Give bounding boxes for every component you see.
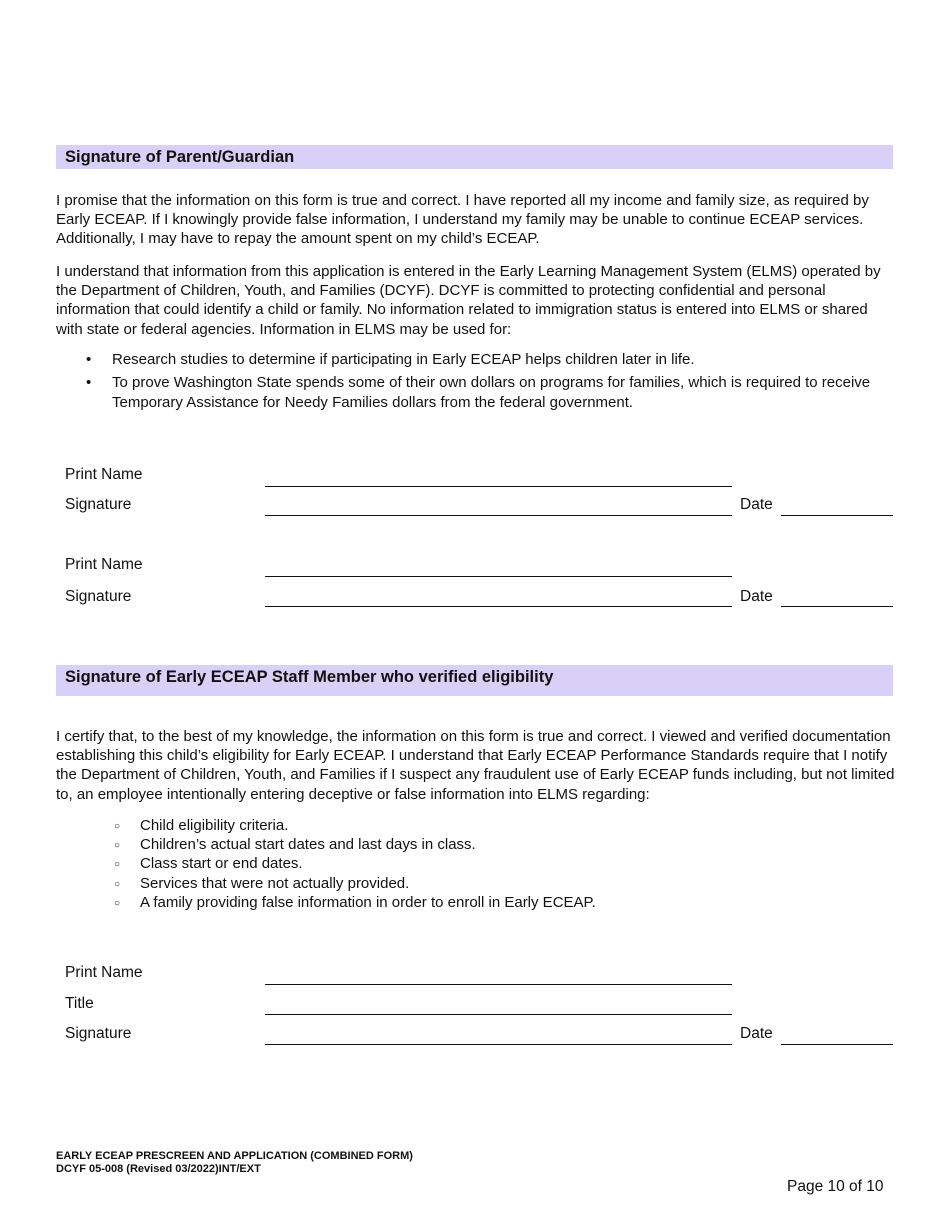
list-item: ○ Class start or end dates.: [56, 854, 896, 873]
list-item: ○ A family providing false information in order to enroll in Early ECEAP.: [56, 893, 896, 912]
list-item: • To prove Washington State spends some of their own dollars on programs for families, which is required to receive Temporary Assistance for Needy Families dollars from the federal government.: [86, 374, 871, 411]
elms-info-paragraph: I understand that information from this application is entered in the Early Learning Management System (ELMS) operated by the Department of Children, Youth, and Families (DCYF). DCYF is committed to protecting confidential and personal information that could identify a child or family. No information related to immigration status is entered into ELMS or shared with state or federal agencies. Information in ELMS may be used for:: [56, 263, 881, 338]
print-name-line[interactable]: [265, 984, 732, 985]
signature-line[interactable]: [265, 515, 732, 516]
list-item: ○ Child eligibility criteria.: [56, 816, 896, 835]
elms-use-list: [56, 350, 896, 416]
signature-line[interactable]: [265, 1044, 732, 1045]
date-label: Date: [740, 1025, 773, 1042]
signature-label: Signature: [65, 1025, 132, 1042]
parent-promise-paragraph: I promise that the information on this form is true and correct. I have reported all my income and family size, as required by Early ECEAP. If I knowingly provide false information, I understand my family may be unable to continue ECEAP services. Additionally, I may have to repay the amount spent on my child’s ECEAP.: [56, 192, 869, 248]
date-label: Date: [740, 496, 773, 513]
section-heading-staff-signature: Signature of Early ECEAP Staff Member who verified eligibility: [56, 665, 893, 696]
form-name: EARLY ECEAP PRESCREEN AND APPLICATION (COMBINED FORM): [56, 1150, 413, 1162]
circle-bullet-icon: ○: [114, 878, 121, 890]
date-line[interactable]: [781, 606, 893, 607]
staff-certify-paragraph: I certify that, to the best of my knowledge, the information on this form is true and correct. I viewed and verified documentation establishing this child’s eligibility for Early ECEAP. I understand that Early ECEAP Performance Standards require that I notify the Department of Children, Youth, and Families if I suspect any fraudulent use of Early ECEAP funds including, but not limited to, an employee intentionally entering deceptive or false information into ELMS regarding:: [56, 728, 895, 803]
print-name-label: Print Name: [65, 466, 143, 483]
section-heading-parent-signature: Signature of Parent/Guardian: [56, 145, 893, 169]
signature-label: Signature: [65, 496, 132, 513]
date-line[interactable]: [781, 1044, 893, 1045]
form-footer: [56, 1150, 413, 1176]
bullet-icon: •: [86, 351, 92, 368]
circle-bullet-icon: ○: [114, 821, 121, 832]
print-name-line[interactable]: [265, 486, 732, 487]
bullet-icon: •: [86, 374, 92, 391]
list-item: ○ Children’s actual start dates and last days in class.: [56, 835, 896, 854]
circle-bullet-icon: ○: [114, 859, 121, 871]
title-label: Title: [65, 995, 94, 1012]
fraud-criteria-list: [56, 816, 896, 912]
title-line[interactable]: [265, 1014, 732, 1015]
form-number: DCYF 05-008 (Revised 03/2022)INT/EXT: [56, 1163, 261, 1175]
circle-bullet-icon: ○: [114, 840, 121, 852]
print-name-label: Print Name: [65, 964, 143, 981]
print-name-line[interactable]: [265, 576, 732, 577]
signature-label: Signature: [65, 588, 132, 605]
date-line[interactable]: [781, 515, 893, 516]
signature-line[interactable]: [265, 606, 732, 607]
date-label: Date: [740, 588, 773, 605]
list-item: • Research studies to determine if participating in Early ECEAP helps children later in life.: [86, 351, 695, 368]
list-item: ○ Services that were not actually provided.: [56, 874, 896, 893]
page-number: Page 10 of 10: [787, 1178, 884, 1195]
print-name-label: Print Name: [65, 556, 143, 573]
circle-bullet-icon: ○: [114, 897, 121, 909]
